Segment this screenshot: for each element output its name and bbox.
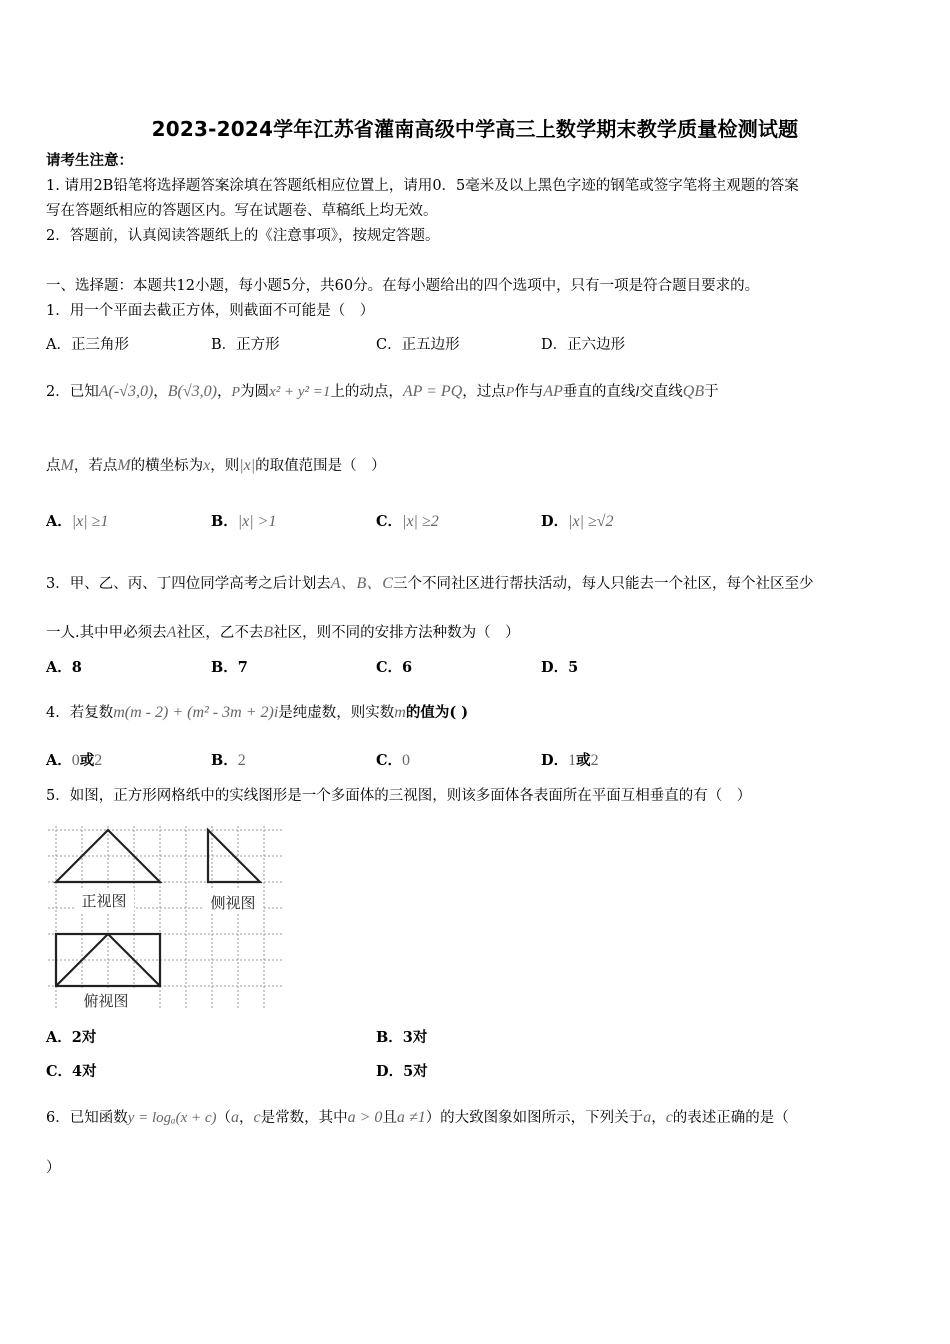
q6-a: a bbox=[643, 1109, 652, 1126]
q3-abc: A、B、C bbox=[330, 575, 393, 592]
notice-heading: 请考生注意： bbox=[46, 152, 133, 169]
q6-text: 6．已知函数 bbox=[46, 1110, 128, 1126]
q2-text: 交直线 bbox=[639, 384, 683, 400]
q2-text: 垂直的直线 bbox=[562, 384, 636, 400]
option-label: B． bbox=[211, 752, 238, 769]
q1-option-b[interactable]: B．正方形 bbox=[211, 337, 280, 353]
option-value: 2 bbox=[94, 752, 103, 769]
q2-circle: x² + y² =1 bbox=[269, 384, 331, 400]
front-view-label: 正视图 bbox=[81, 892, 127, 910]
three-view-figure bbox=[44, 818, 292, 1016]
q2-qb: QB bbox=[682, 383, 705, 400]
q3-text: 3．甲、乙、丙、丁四位同学高考之后计划去 bbox=[46, 576, 331, 592]
q3-option-c[interactable]: C．6 bbox=[376, 659, 413, 676]
option-value: |x| ≥√2 bbox=[568, 513, 614, 530]
option-or: 或 bbox=[79, 752, 95, 769]
q6-close: ） bbox=[46, 1160, 61, 1176]
option-value: |x| ≥2 bbox=[402, 513, 439, 530]
q4-option-b[interactable] bbox=[211, 751, 246, 771]
q2-text: 的横坐标为 bbox=[130, 458, 204, 474]
q2-l: l bbox=[635, 385, 640, 400]
q2-point-b: B(√3,0) bbox=[167, 383, 217, 400]
q1-option-a[interactable]: A．正三角形 bbox=[46, 337, 129, 353]
option-label: B． bbox=[211, 513, 238, 530]
q3-line1 bbox=[46, 574, 813, 594]
option-value: 2 bbox=[590, 752, 599, 769]
q2-p: P bbox=[505, 385, 515, 400]
side-view-label: 侧视图 bbox=[210, 894, 256, 912]
q2-m: M bbox=[60, 457, 74, 474]
q2-option-a[interactable] bbox=[46, 512, 108, 532]
q3-text: 社区，则不同的安排方法种数为（ ） bbox=[273, 625, 520, 641]
q6-text: 的表述正确的是（ bbox=[672, 1110, 789, 1126]
q2-sep: ， bbox=[153, 384, 168, 400]
q3-text: 一人.其中甲必须去 bbox=[46, 625, 167, 641]
q6-cond1: a > 0 bbox=[347, 1109, 383, 1126]
q5-option-d[interactable]: D．5对 bbox=[376, 1063, 428, 1080]
q4-m: m bbox=[394, 704, 406, 721]
q2-text: 为圆 bbox=[240, 384, 270, 400]
q6-text: 是常数，其中 bbox=[260, 1110, 348, 1126]
page-title: 2023-2024学年江苏省灌南高级中学高三上数学期末教学质量检测试题 bbox=[151, 117, 799, 141]
option-label: C． bbox=[376, 752, 403, 769]
option-label: D． bbox=[541, 752, 569, 769]
section-heading: 一、选择题：本题共12小题，每小题5分，共60分。在每小题给出的四个选项中，只有一项是符合题目要求的。 bbox=[46, 278, 760, 294]
q5-option-a[interactable]: A．2对 bbox=[46, 1029, 97, 1046]
q4-expr: m(m - 2) + (m² - 3m + 2)i bbox=[113, 704, 279, 721]
q3-text: 三个不同社区进行帮扶活动，每人只能去一个社区，每个社区至少 bbox=[392, 576, 814, 592]
q2-point-a: A(-√3,0) bbox=[98, 383, 154, 400]
q6-c: c bbox=[253, 1109, 261, 1126]
option-value: 1 bbox=[568, 752, 577, 769]
q2-text: ，若点 bbox=[73, 458, 118, 474]
q4-option-c[interactable] bbox=[376, 751, 410, 771]
q2-text: 2．已知 bbox=[46, 384, 99, 400]
option-label: A． bbox=[46, 752, 72, 769]
q1-option-d[interactable]: D．正六边形 bbox=[541, 337, 626, 353]
q3-line2 bbox=[46, 623, 520, 643]
q2-line1 bbox=[46, 382, 719, 403]
q2-text: ，则 bbox=[210, 458, 240, 474]
q2-line2 bbox=[46, 456, 386, 476]
q2-ap: AP bbox=[543, 383, 563, 400]
q3-a: A bbox=[166, 624, 177, 641]
q2-text: ，过点 bbox=[462, 384, 506, 400]
q6-a: a bbox=[231, 1109, 239, 1126]
q4-line bbox=[46, 703, 468, 723]
q4-text: 4．若复数 bbox=[46, 705, 114, 721]
q5-stem: 5．如图，正方形网格纸中的实线图形是一个多面体的三视图，则该多面体各表面所在平面互相垂直的有（ ） bbox=[46, 788, 752, 804]
option-value: |x| ≥1 bbox=[71, 513, 109, 530]
q2-x: x bbox=[203, 457, 211, 474]
option-value: |x| >1 bbox=[237, 513, 277, 530]
q6-func: y = logₐ(x + c) bbox=[127, 1110, 217, 1126]
option-label: A． bbox=[46, 513, 72, 530]
q2-absx: |x| bbox=[239, 457, 256, 474]
option-or: 或 bbox=[576, 752, 591, 769]
q4-option-a[interactable] bbox=[46, 751, 102, 771]
option-value: 0 bbox=[402, 752, 411, 769]
notice-line1: 1. 请用2B铅笔将选择题答案涂填在答题纸相应位置上，请用0．5毫米及以上黑色字迹的钢笔或签字笔将主观题的答案 bbox=[46, 178, 799, 194]
top-view-label: 俯视图 bbox=[83, 992, 129, 1010]
q6-sep: ， bbox=[651, 1110, 666, 1126]
q4-option-d[interactable] bbox=[541, 751, 599, 771]
q6-cond2: a ≠1 bbox=[396, 1109, 426, 1126]
q5-option-b[interactable]: B．3对 bbox=[376, 1029, 428, 1046]
q2-option-b[interactable] bbox=[211, 512, 276, 532]
option-value: 2 bbox=[237, 752, 246, 769]
q3-b: B bbox=[263, 624, 274, 641]
q2-text: 点 bbox=[46, 458, 61, 474]
q6-sep: ， bbox=[239, 1110, 254, 1126]
option-label: C． bbox=[376, 513, 403, 530]
q6-c: c bbox=[665, 1109, 673, 1126]
q4-text: 的值为( ) bbox=[405, 704, 469, 721]
q6-text: （ bbox=[216, 1110, 231, 1126]
q2-sep: ， bbox=[217, 384, 232, 400]
q2-p: P bbox=[231, 385, 241, 400]
q4-text: 是纯虚数，则实数 bbox=[278, 705, 395, 721]
q2-text: 上的动点， bbox=[330, 384, 403, 400]
q1-stem: 1．用一个平面去截正方体，则截面不可能是（ ） bbox=[46, 303, 375, 319]
notice-line3: 2．答题前，认真阅读答题纸上的《注意事项》，按规定答题。 bbox=[46, 228, 440, 244]
q2-text: 作与 bbox=[514, 384, 544, 400]
q1-option-c[interactable]: C．正五边形 bbox=[376, 337, 460, 353]
notice-line2: 写在答题纸相应的答题区内。写在试题卷、草稿纸上均无效。 bbox=[46, 203, 438, 219]
q6-line bbox=[46, 1108, 789, 1128]
q2-text: 的取值范围是（ ） bbox=[255, 458, 386, 474]
q2-m: M bbox=[117, 457, 131, 474]
q5-option-c[interactable]: C．4对 bbox=[46, 1063, 97, 1080]
q6-text: ）的大致图象如图所示，下列关于 bbox=[425, 1110, 644, 1126]
option-label: D． bbox=[541, 513, 569, 530]
q3-option-d[interactable]: D．5 bbox=[541, 659, 579, 676]
q3-text: 社区，乙不去 bbox=[176, 625, 264, 641]
q2-text: 于 bbox=[704, 384, 719, 400]
q6-text: 且 bbox=[382, 1110, 397, 1126]
q3-option-a[interactable]: A．8 bbox=[46, 659, 82, 676]
option-value: 0 bbox=[71, 752, 80, 769]
q2-ap-eq: AP = PQ bbox=[402, 383, 463, 400]
q2-option-c[interactable] bbox=[376, 512, 439, 532]
q2-option-d[interactable] bbox=[541, 512, 614, 532]
q3-option-b[interactable]: B．7 bbox=[211, 659, 248, 676]
